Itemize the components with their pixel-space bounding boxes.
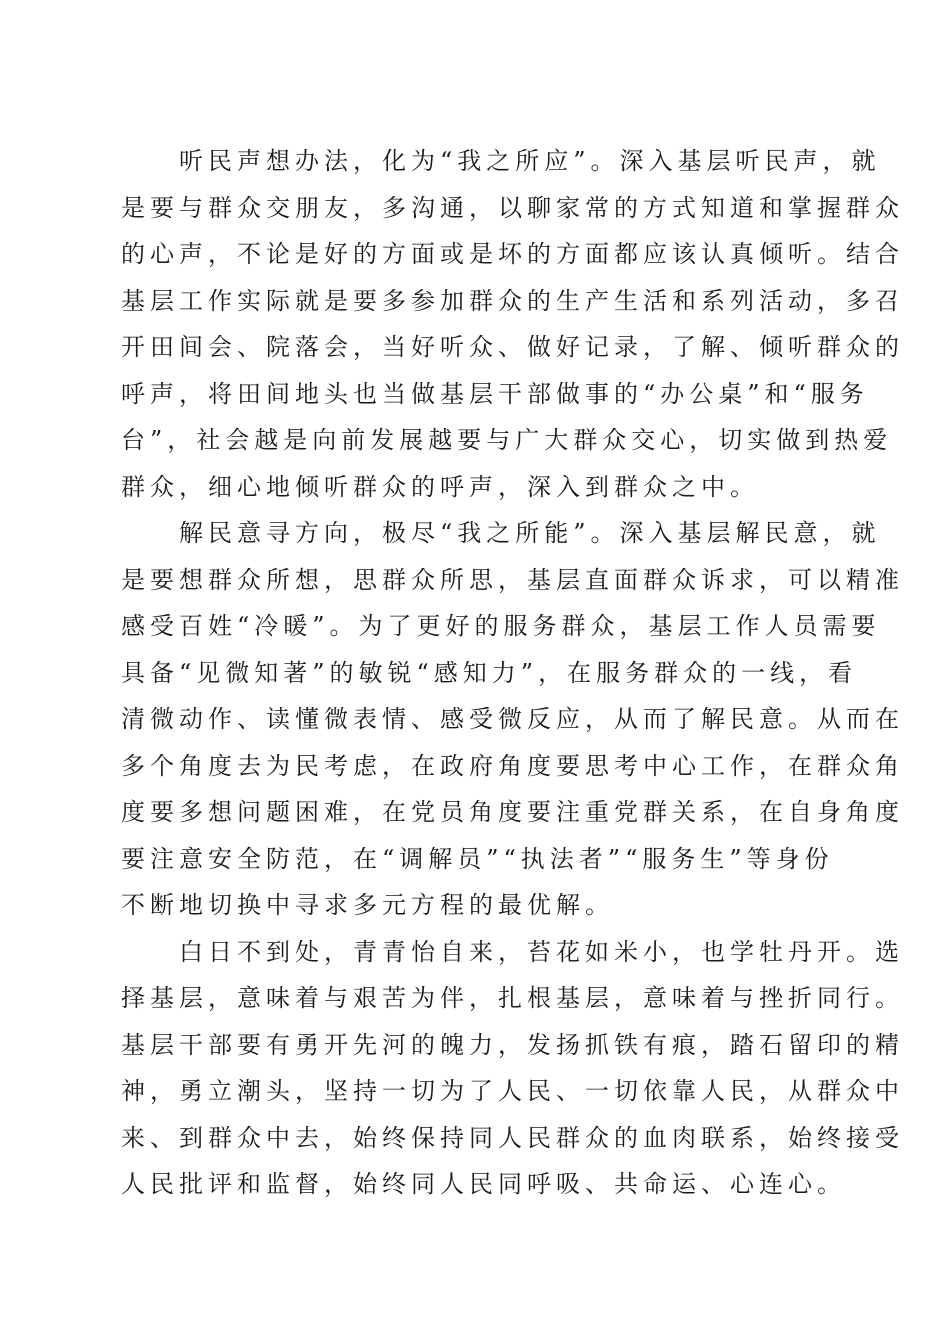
text-line: 台”，社会越是向前发展越要与广大群众交心，切实做到热爱 bbox=[121, 426, 893, 454]
paragraph-1 bbox=[121, 138, 904, 510]
text-line: 是要想群众所想，思群众所思，基层直面群众诉求，可以精准 bbox=[121, 565, 904, 594]
document-body bbox=[121, 138, 904, 1208]
paragraph-2 bbox=[121, 510, 904, 929]
text-line: 多个角度去为民考虑，在政府角度要思考中心工作，在群众角 bbox=[121, 751, 904, 780]
text-line: 基层工作实际就是要多参加群众的生产生活和系列活动，多召 bbox=[121, 286, 904, 315]
text-line: 神，勇立潮头，坚持一切为了人民、一切依靠人民，从群众中 bbox=[121, 1077, 904, 1105]
text-line: 清微动作、读懂微表情、感受微反应，从而了解民意。从而在 bbox=[121, 705, 904, 733]
text-line: 听民声想办法，化为“我之所应”。深入基层听民声，就 bbox=[179, 147, 881, 175]
text-line: 解民意寻方向，极尽“我之所能”。深入基层解民意，就 bbox=[179, 519, 881, 547]
text-line: 来、到群众中去，始终保持同人民群众的血肉联系，始终接受 bbox=[121, 1123, 904, 1152]
text-line: 择基层，意味着与艰苦为伴，扎根基层，意味着与挫折同行。 bbox=[121, 984, 904, 1012]
paragraph-3 bbox=[121, 929, 904, 1208]
text-line: 度要多想问题困难，在党员角度要注重党群关系，在自身角度 bbox=[121, 798, 904, 826]
text-line: 的心声，不论是好的方面或是坏的方面都应该认真倾听。结合 bbox=[121, 240, 904, 268]
text-line: 感受百姓“冷暖”。为了更好的服务群众，基层工作人员需要 bbox=[121, 612, 881, 640]
text-line: 是要与群众交朋友，多沟通，以聊家常的方式知道和掌握群众 bbox=[121, 193, 904, 222]
text-line: 群众，细心地倾听群众的呼声，深入到群众之中。 bbox=[121, 472, 759, 501]
text-line: 开田间会、院落会，当好听众、做好记录，了解、倾听群众的 bbox=[121, 333, 904, 361]
text-line: 呼声，将田间地头也当做基层干部做事的“办公桌”和“服务 bbox=[121, 379, 869, 408]
text-line: 要注意安全防范，在“调解员”“执法者”“服务生”等身份 bbox=[121, 844, 834, 873]
text-line: 不断地切换中寻求多元方程的最优解。 bbox=[121, 891, 614, 919]
text-line: 人民批评和监督，始终同人民同呼吸、共命运、心连心。 bbox=[121, 1170, 846, 1198]
text-line: 具备“见微知著”的敏锐“感知力”，在服务群众的一线，看 bbox=[121, 658, 858, 687]
text-line: 白日不到处，青青怡自来，苔花如米小，也学牡丹开。选 bbox=[179, 937, 904, 966]
text-line: 基层干部要有勇开先河的魄力，发扬抓铁有痕，踏石留印的精 bbox=[121, 1030, 904, 1059]
